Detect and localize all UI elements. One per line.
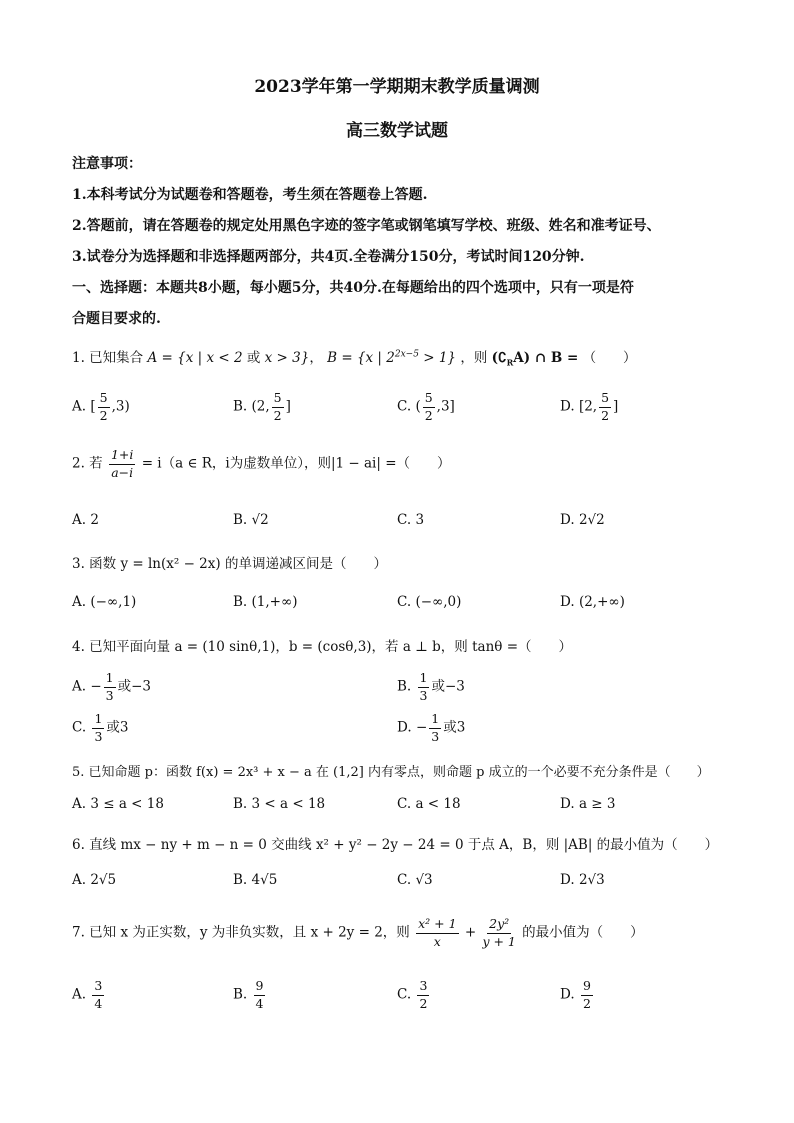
option-label: A. xyxy=(72,678,87,695)
option-label: B. xyxy=(233,986,248,1003)
frac-den: 3 xyxy=(419,687,428,703)
q6-option-b xyxy=(233,872,277,888)
q1-option-b xyxy=(233,392,291,422)
q7-plus: + xyxy=(464,924,477,941)
note-item-2: 2.答题前，请在答题卷的规定处用黑色字迹的签字笔或钢笔填写学校、班级、姓名和准考证号、 xyxy=(72,218,661,234)
q4-option-d xyxy=(397,713,465,743)
q1-or: 或 xyxy=(246,350,261,366)
option-text: [2, xyxy=(578,398,598,415)
q1-option-a xyxy=(72,392,130,422)
option-text: 2√5 xyxy=(90,872,117,888)
option-label: B. xyxy=(233,512,248,528)
option-label: D. xyxy=(560,512,575,528)
q7-rest: 的最小值为（ ） xyxy=(522,924,644,941)
option-text: 或3 xyxy=(106,719,129,736)
frac-den: 4 xyxy=(255,995,264,1011)
q7-frac1-den: x xyxy=(433,933,441,949)
page-subtitle: 高三数学试题 xyxy=(346,121,448,141)
note-item-1: 1.本科考试分为试题卷和答题卷，考生须在答题卷上答题. xyxy=(72,187,428,203)
option-text: 3 ≤ a < 18 xyxy=(90,796,164,812)
q7-frac2-den: y + 1 xyxy=(482,933,516,949)
q7-frac1-num: x² + 1 xyxy=(416,918,458,934)
frac-num: 5 xyxy=(272,392,284,408)
q1-then: ，则 xyxy=(460,350,488,366)
q1-exponent: 2x−5 xyxy=(394,349,419,360)
option-label: D. xyxy=(560,398,575,415)
option-text: 3 < a < 18 xyxy=(251,796,326,812)
q4-option-b xyxy=(397,672,465,702)
q6-option-d xyxy=(560,872,605,888)
frac-den: 3 xyxy=(431,728,440,744)
option-text: 2 xyxy=(90,512,99,528)
option-label: C. xyxy=(397,594,412,610)
option-text: ( xyxy=(415,398,421,415)
q2-rest: = i（a ∈ R，i为虚数单位），则|1 − ai| =（ ） xyxy=(141,455,451,472)
frac-num: 5 xyxy=(599,392,611,408)
option-label: C. xyxy=(397,398,412,415)
option-label: A. xyxy=(72,872,87,888)
q2-option-c xyxy=(397,512,424,528)
q1-subscript: R xyxy=(506,357,514,368)
option-text: − xyxy=(90,678,102,695)
option-text: ,3) xyxy=(111,398,130,415)
question-4: 4. 已知平面向量 a = (10 sinθ,1)，b = (cosθ,3)，若 a ⊥ b，则 tanθ =（ ） xyxy=(72,639,573,655)
option-label: B. xyxy=(233,594,248,610)
question-5: 5. 已知命题 p：函数 f(x) = 2x³ + x − a 在 (1,2] 内有零点，则命题 p 成立的一个必要不充分条件是（ ） xyxy=(72,765,710,780)
q3-option-d xyxy=(560,594,625,610)
option-text: 或−3 xyxy=(431,678,465,695)
option-label: B. xyxy=(397,678,412,695)
q4-option-a xyxy=(72,672,151,702)
q2-text: 2. 若 xyxy=(72,455,103,472)
frac-num: 9 xyxy=(254,980,266,996)
option-label: D. xyxy=(560,796,575,812)
question-6: 6. 直线 mx − ny + m − n = 0 交曲线 x² + y² − 2y − 24 = 0 于点 A，B，则 |AB| 的最小值为（ ） xyxy=(72,837,719,853)
option-label: B. xyxy=(233,796,248,812)
q2-option-b xyxy=(233,512,269,528)
frac-den: 4 xyxy=(94,995,103,1011)
q2-frac-den: a−i xyxy=(111,464,134,480)
frac-num: 1 xyxy=(418,672,430,688)
frac-den: 3 xyxy=(94,728,103,744)
q3-option-c xyxy=(397,594,461,610)
q7-option-a xyxy=(72,980,106,1010)
option-text: [ xyxy=(90,398,96,415)
q5-option-a xyxy=(72,796,164,812)
option-text: (2, xyxy=(251,398,270,415)
note-item-3: 3.试卷分为选择题和非选择题两部分，共4页.全卷满分150分，考试时间120分钟. xyxy=(72,249,585,265)
section-heading-line2: 合题目要求的. xyxy=(72,311,161,327)
frac-num: 9 xyxy=(581,980,593,996)
frac-num: 5 xyxy=(423,392,435,408)
frac-den: 2 xyxy=(582,995,591,1011)
frac-den: 2 xyxy=(99,407,108,423)
q7-option-b xyxy=(233,980,267,1010)
q7-text: 7. 已知 x 为正实数，y 为非负实数，且 x + 2y = 2，则 xyxy=(72,924,410,941)
option-text: 2√3 xyxy=(578,872,605,888)
frac-den: 2 xyxy=(419,995,428,1011)
option-text: (−∞,1) xyxy=(90,594,137,610)
frac-den: 2 xyxy=(273,407,282,423)
section-heading-line1: 一、选择题：本题共8小题，每小题5分，共40分.在每题给出的四个选项中，只有一项是符 xyxy=(72,280,634,296)
frac-den: 3 xyxy=(105,687,114,703)
option-text: 2√2 xyxy=(578,512,605,528)
option-text: 或3 xyxy=(443,719,466,736)
frac-num: 1 xyxy=(92,713,104,729)
notes-heading: 注意事项： xyxy=(72,156,142,172)
q5-option-b xyxy=(233,796,325,812)
q3-option-a xyxy=(72,594,136,610)
option-label: D. xyxy=(560,872,575,888)
q7-frac2-num: 2y² xyxy=(487,918,511,934)
q6-option-c xyxy=(397,872,433,888)
q7-option-d xyxy=(560,980,595,1010)
frac-num: 1 xyxy=(104,672,116,688)
option-text: a < 18 xyxy=(415,796,461,812)
q1-option-d xyxy=(560,392,618,422)
option-text: 或−3 xyxy=(117,678,152,695)
q1-complement: (∁ xyxy=(491,350,507,366)
option-label: D. xyxy=(560,594,575,610)
q3-option-b xyxy=(233,594,298,610)
q4-option-c xyxy=(72,713,128,743)
frac-num: 3 xyxy=(92,980,104,996)
option-text: (−∞,0) xyxy=(415,594,462,610)
option-label: D. xyxy=(560,986,575,1003)
q5-option-d xyxy=(560,796,615,812)
option-text: a ≥ 3 xyxy=(578,796,616,812)
q2-frac-num: 1+i xyxy=(109,449,135,465)
frac-num: 1 xyxy=(429,713,441,729)
option-text: − xyxy=(415,719,428,736)
option-label: B. xyxy=(233,398,248,415)
option-text: √3 xyxy=(415,872,433,888)
option-label: C. xyxy=(72,719,87,736)
q1-option-c xyxy=(397,392,455,422)
option-text: (1,+∞) xyxy=(251,594,298,610)
q2-option-d xyxy=(560,512,605,528)
option-text: √2 xyxy=(251,512,269,528)
question-7 xyxy=(72,918,644,948)
option-label: A. xyxy=(72,594,87,610)
frac-num: 5 xyxy=(98,392,110,408)
q1-paren: （ ） xyxy=(582,350,637,366)
q1-set-b: B = {x | 2 xyxy=(327,350,395,366)
frac-den: 2 xyxy=(424,407,433,423)
option-text: ] xyxy=(613,398,619,415)
question-3: 3. 函数 y = ln(x² − 2x) 的单调递减区间是（ ） xyxy=(72,556,387,572)
q1-set-a-end: x > 3} xyxy=(264,350,310,366)
option-label: C. xyxy=(397,872,412,888)
q1-intersection: A) ∩ B = xyxy=(513,350,579,366)
frac-den: 2 xyxy=(601,407,610,423)
question-1: 1. 已知集合 A = {x | x < 2 或 x > 3}， B = {x | $2^{2x-5} > 1$} ，则 $(∁_RA)$ ∩ B = （ ） xyxy=(72,349,637,368)
option-label: A. xyxy=(72,986,87,1003)
frac-num: 3 xyxy=(417,980,429,996)
option-label: C. xyxy=(397,512,412,528)
q7-option-c xyxy=(397,980,431,1010)
option-label: A. xyxy=(72,796,87,812)
page-title: 2023学年第一学期期末教学质量调测 xyxy=(254,77,540,97)
option-label: B. xyxy=(233,872,248,888)
option-label: A. xyxy=(72,512,87,528)
option-text: 3 xyxy=(415,512,425,528)
question-2 xyxy=(72,449,451,479)
option-text: ] xyxy=(285,398,291,415)
option-label: C. xyxy=(397,796,412,812)
option-label: C. xyxy=(397,986,412,1003)
q1-text: 1. 已知集合 xyxy=(72,350,144,366)
q1-set-a: A = {x | x < 2 xyxy=(147,350,243,366)
q6-option-a xyxy=(72,872,116,888)
q5-option-c xyxy=(397,796,461,812)
q2-option-a xyxy=(72,512,99,528)
option-text: ,3] xyxy=(436,398,455,415)
q1-set-b-end: > 1} xyxy=(418,350,457,366)
option-text: 4√5 xyxy=(251,872,278,888)
option-label: D. xyxy=(397,719,412,736)
option-label: A. xyxy=(72,398,87,415)
option-text: (2,+∞) xyxy=(578,594,625,610)
